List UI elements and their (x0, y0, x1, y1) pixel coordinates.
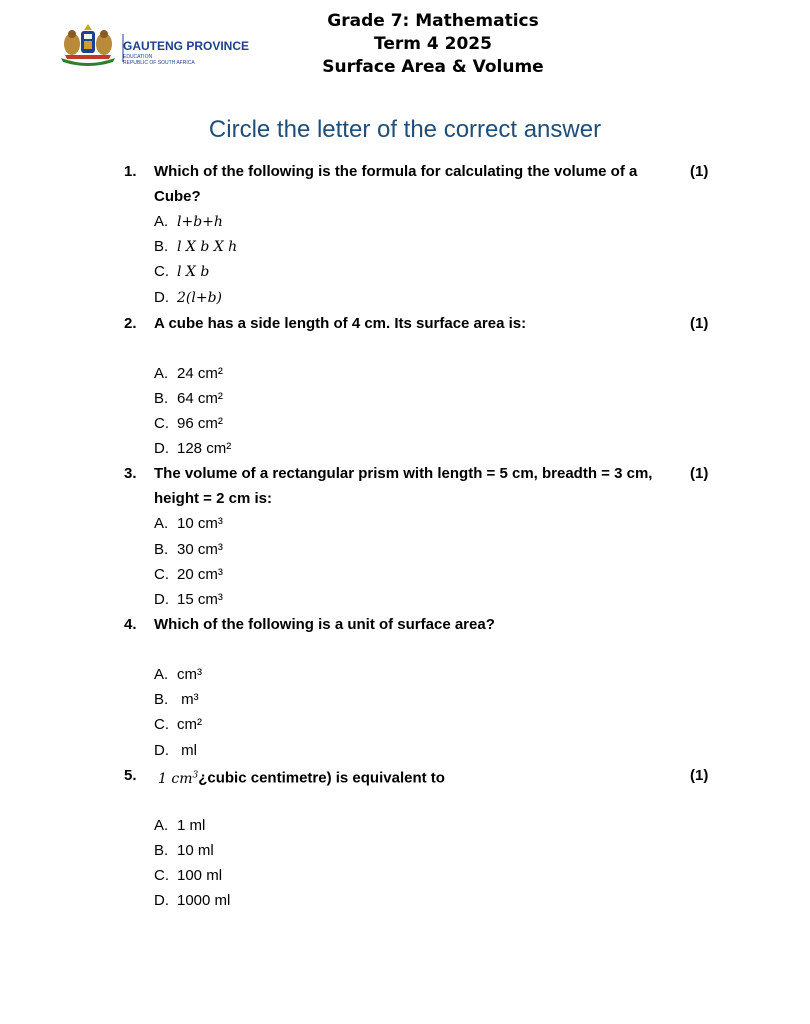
option-letter: C. (154, 263, 169, 280)
option-letter: B. (154, 842, 169, 859)
option-letter: D. (154, 440, 169, 457)
option-b[interactable] (154, 390, 223, 407)
option-b[interactable] (154, 238, 237, 255)
coat-of-arms-icon (55, 22, 250, 68)
option-d[interactable] (154, 289, 222, 306)
option-text: 24 cm² (177, 365, 223, 382)
option-letter: B. (154, 238, 169, 255)
option-letter: C. (154, 415, 169, 432)
option-text: 20 cm³ (177, 566, 223, 583)
math-expression (158, 771, 198, 787)
option-d[interactable] (154, 742, 197, 759)
question-text-line: Which of the following is a unit of surface area? (154, 616, 495, 633)
question-mark: (1) (690, 163, 709, 180)
math-exponent: 3 (192, 770, 199, 780)
option-b[interactable] (154, 541, 223, 558)
header-term: Term 4 2025 (374, 34, 492, 54)
header-topic: Surface Area & Volume (322, 57, 544, 77)
question-text (154, 159, 674, 209)
option-c[interactable] (154, 263, 209, 280)
option-a[interactable] (154, 213, 223, 230)
header-subject: Grade 7: Mathematics (327, 11, 539, 31)
svg-text:REPUBLIC OF SOUTH AFRICA: REPUBLIC OF SOUTH AFRICA (123, 60, 195, 66)
question-text-line: The volume of a rectangular prism with length = 5 cm, breadth = 3 cm, (154, 465, 653, 482)
option-formula: l+b+h (177, 214, 223, 230)
option-a[interactable] (154, 817, 205, 834)
question-text (154, 612, 674, 637)
math-base: 1 cm (158, 770, 193, 787)
option-text: 64 cm² (177, 390, 223, 407)
option-d[interactable] (154, 591, 223, 608)
question-number: 1. (124, 163, 137, 180)
option-text: 1 ml (177, 817, 206, 834)
option-text: 1000 ml (177, 892, 231, 909)
option-a[interactable] (154, 515, 223, 532)
question-text (154, 311, 674, 336)
option-letter: D. (154, 892, 169, 909)
option-letter: A. (154, 365, 169, 382)
question-text-line: Cube? (154, 188, 201, 205)
option-formula: l X b (177, 264, 210, 280)
option-letter: B. (154, 390, 169, 407)
question-text (154, 461, 674, 511)
question-number: 2. (124, 315, 137, 332)
question-text-line: A cube has a side length of 4 cm. Its surface area is: (154, 315, 527, 332)
option-text: 100 ml (177, 867, 223, 884)
svg-text:EDUCATION: EDUCATION (123, 54, 153, 60)
option-letter: D. (154, 289, 169, 306)
option-letter: A. (154, 817, 169, 834)
option-letter: A. (154, 213, 169, 230)
option-a[interactable] (154, 365, 223, 382)
question-mark: (1) (690, 465, 709, 482)
option-c[interactable] (154, 867, 222, 884)
option-c[interactable] (154, 415, 223, 432)
question-text (154, 763, 674, 792)
option-letter: C. (154, 867, 169, 884)
question-number: 3. (124, 465, 137, 482)
gauteng-education-logo (55, 22, 250, 68)
option-text: ml (177, 742, 197, 759)
option-d[interactable] (154, 440, 231, 457)
question-text-line: height = 2 cm is: (154, 490, 272, 507)
option-text: cm³ (177, 666, 202, 683)
question-number: 5. (124, 767, 137, 784)
option-letter: D. (154, 742, 169, 759)
option-text: cm² (177, 716, 202, 733)
option-letter: A. (154, 666, 169, 683)
option-letter: C. (154, 716, 169, 733)
option-b[interactable] (154, 842, 214, 859)
option-text: m³ (177, 691, 199, 708)
svg-text:GAUTENG PROVINCE: GAUTENG PROVINCE (123, 39, 250, 53)
option-c[interactable] (154, 566, 223, 583)
option-c[interactable] (154, 716, 202, 733)
question-text-line: Which of the following is the formula for calculating the volume of a (154, 163, 638, 180)
option-letter: D. (154, 591, 169, 608)
option-text: 10 ml (177, 842, 214, 859)
question-text-line: ¿cubic centimetre) is equivalent to (198, 769, 445, 787)
option-text: 30 cm³ (177, 541, 223, 558)
question-number: 4. (124, 616, 137, 633)
option-text: 128 cm² (177, 440, 232, 457)
option-b[interactable] (154, 691, 199, 708)
instruction-heading: Circle the letter of the correct answer (208, 116, 602, 143)
option-text: 10 cm³ (177, 515, 223, 532)
option-formula: l X b X h (177, 239, 238, 255)
document-header (283, 10, 583, 79)
question-mark: (1) (690, 767, 709, 784)
option-text: 15 cm³ (177, 591, 223, 608)
option-letter: C. (154, 566, 169, 583)
option-letter: A. (154, 515, 169, 532)
option-a[interactable] (154, 666, 202, 683)
question-mark: (1) (690, 315, 709, 332)
option-d[interactable] (154, 892, 230, 909)
option-formula: 2(l+b) (177, 290, 223, 306)
option-text: 96 cm² (177, 415, 223, 432)
option-letter: B. (154, 541, 169, 558)
option-letter: B. (154, 691, 169, 708)
